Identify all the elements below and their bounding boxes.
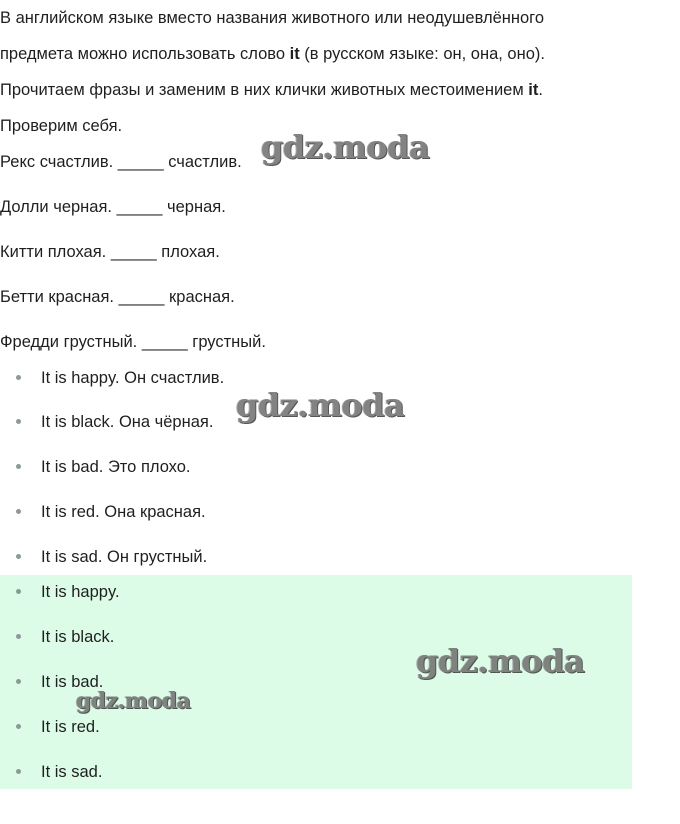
intro-line-3-bold: it xyxy=(528,81,539,99)
watermark: gdz.moda xyxy=(261,128,430,166)
list-item-text: It is red. xyxy=(41,718,100,736)
intro-line-2-after: (в русском языке: он, она, оно). xyxy=(299,45,545,63)
phrase-text: Рекс счастлив. _____ счастлив. xyxy=(0,153,242,171)
intro-line-2 xyxy=(0,43,545,65)
phrase-line xyxy=(0,286,235,308)
phrase-line xyxy=(0,196,226,218)
list-item-text: It is bad. xyxy=(41,673,104,691)
bullet-icon xyxy=(16,769,21,774)
list-item-text: It is red. Она красная. xyxy=(41,503,206,521)
intro-line-4 xyxy=(0,115,122,137)
bullet-icon xyxy=(16,554,21,559)
intro-line-4-text: Проверим себя. xyxy=(0,117,123,135)
intro-line-3-after: . xyxy=(538,81,543,99)
list-item-text: It is happy. Он счастлив. xyxy=(41,369,225,387)
list-item-text: It is bad. Это плохо. xyxy=(41,458,191,476)
watermark: gdz.moda xyxy=(76,688,191,714)
bullet-icon xyxy=(16,509,21,514)
phrase-line xyxy=(0,241,220,263)
phrase-line xyxy=(0,331,266,353)
list-item-text: It is black. Она чёрная. xyxy=(41,413,214,431)
list-item-text: It is sad. xyxy=(41,763,103,781)
bullet-icon xyxy=(16,634,21,639)
intro-line-3 xyxy=(0,79,543,101)
phrase-line xyxy=(0,151,242,173)
intro-line-2-bold: it xyxy=(289,45,300,63)
watermark: gdz.moda xyxy=(236,386,405,424)
list-item-text: It is black. xyxy=(41,628,115,646)
phrase-text: Фредди грустный. _____ грустный. xyxy=(0,333,266,351)
phrase-text: Китти плохая. _____ плохая. xyxy=(0,243,220,261)
bullet-icon xyxy=(16,724,21,729)
bullet-icon xyxy=(16,375,21,380)
bullet-icon xyxy=(16,419,21,424)
intro-line-1 xyxy=(0,7,544,29)
intro-line-2-before: предмета можно использовать слово xyxy=(0,45,290,63)
bullet-icon xyxy=(16,679,21,684)
watermark: gdz.moda xyxy=(416,642,585,680)
phrase-text: Бетти красная. _____ красная. xyxy=(0,288,235,306)
list-item-text: It is happy. xyxy=(41,583,120,601)
intro-line-1-text: В английском языке вместо названия животного или неодушевлённого xyxy=(0,9,545,27)
list-item-text: It is sad. Он грустный. xyxy=(41,548,208,566)
bullet-icon xyxy=(16,464,21,469)
phrase-text: Долли черная. _____ черная. xyxy=(0,198,226,216)
intro-line-3-before: Прочитаем фразы и заменим в них клички животных местоимением xyxy=(0,81,529,99)
bullet-icon xyxy=(16,589,21,594)
